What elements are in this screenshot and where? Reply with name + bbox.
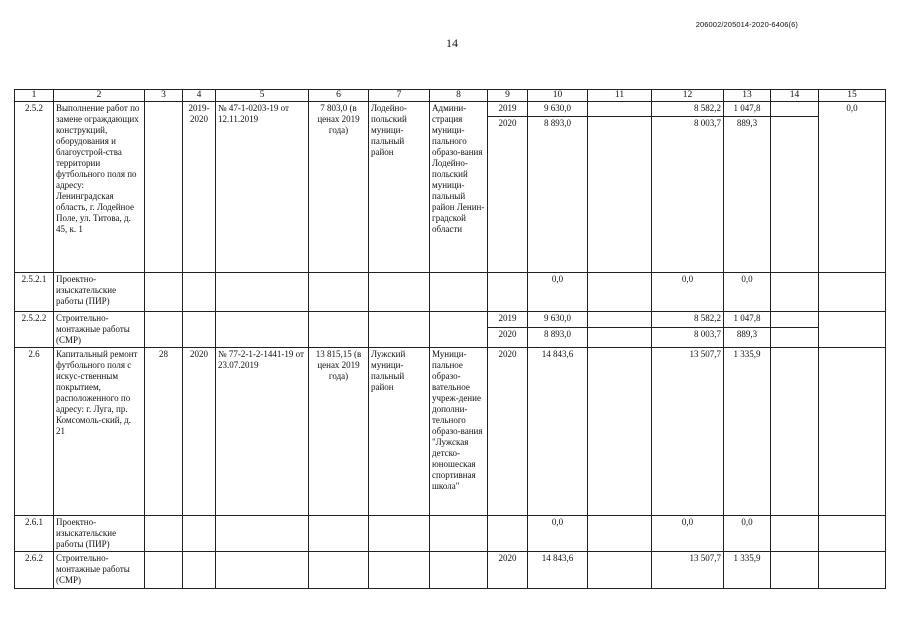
value-col-12: 13 507,7 xyxy=(652,348,724,516)
cell-5 xyxy=(216,312,309,348)
value-col-13: 1 047,8 xyxy=(724,312,771,328)
value-col-13: 1 335,9 xyxy=(724,552,771,589)
value-col-14 xyxy=(771,516,819,552)
value-col-12: 8 582,2 xyxy=(652,312,724,328)
col-number: 10 xyxy=(528,90,588,102)
value-col-14 xyxy=(771,102,819,117)
col-number: 3 xyxy=(145,90,183,102)
years: 2019-2020 xyxy=(183,102,216,273)
year-cell xyxy=(488,516,528,552)
cell-8 xyxy=(430,516,488,552)
recipient: Админи-страция муници-пального образо-вания Лодейно-польский муници-пальный район Ленин-градской области xyxy=(430,102,488,273)
cell-6 xyxy=(309,516,369,552)
value-col-10: 14 843,6 xyxy=(528,552,588,589)
value-col-13: 889,3 xyxy=(724,327,771,347)
value-col-11 xyxy=(588,327,652,347)
table-row-2-6-1 xyxy=(15,516,886,552)
value-col-13: 0,0 xyxy=(724,273,771,312)
object-name: Выполнение работ по замене ограждающих конструкций, оборудования и благоустрой-ства территории футбольного поля по адресу: Ленинградская область, г. Лодейное Поле, ул. Титова, д. 45, к. 1 xyxy=(54,102,145,273)
value-col-13: 889,3 xyxy=(724,117,771,273)
cell-4 xyxy=(183,273,216,312)
value-col-12: 0,0 xyxy=(652,273,724,312)
year-cell: 2020 xyxy=(488,117,528,273)
cell-4 xyxy=(183,312,216,348)
table-row-2-5-2-2 xyxy=(15,312,886,328)
value-col-10: 14 843,6 xyxy=(528,348,588,516)
cell-8 xyxy=(430,552,488,589)
cell-3 xyxy=(145,312,183,348)
table-row-2-5-2 xyxy=(15,102,886,117)
value-col-13: 1 335,9 xyxy=(724,348,771,516)
cell-6 xyxy=(309,552,369,589)
col-number: 15 xyxy=(819,90,886,102)
value-col-11 xyxy=(588,348,652,516)
agreement: № 77-2-1-2-1441-19 от 23.07.2019 xyxy=(216,348,309,516)
value-col-14 xyxy=(771,348,819,516)
cost: 13 815,15 (в ценах 2019 года) xyxy=(309,348,369,516)
cell-5 xyxy=(216,552,309,589)
cell-5 xyxy=(216,516,309,552)
col-number: 12 xyxy=(652,90,724,102)
value-col-10: 0,0 xyxy=(528,273,588,312)
cell-7 xyxy=(369,552,430,589)
value-col-13: 1 047,8 xyxy=(724,102,771,117)
object-name: Строительно-монтажные работы (СМР) xyxy=(54,552,145,589)
value-col-11 xyxy=(588,552,652,589)
value-col-10: 0,0 xyxy=(528,516,588,552)
value-col-12: 8 582,2 xyxy=(652,102,724,117)
value-col-12: 0,0 xyxy=(652,516,724,552)
row-number: 2.5.2 xyxy=(15,102,54,273)
value-col-11 xyxy=(588,273,652,312)
value-col-10: 8 893,0 xyxy=(528,117,588,273)
cell-8 xyxy=(430,312,488,348)
cell-4 xyxy=(183,516,216,552)
value-col-15 xyxy=(819,516,886,552)
value-col-10: 9 630,0 xyxy=(528,312,588,328)
municipality: Лодейно-польский муници-пальный район xyxy=(369,102,430,273)
year-cell: 2019 xyxy=(488,102,528,117)
cost: 7 803,0 (в ценах 2019 года) xyxy=(309,102,369,273)
value-col-15: 0,0 xyxy=(819,102,886,273)
col-number: 5 xyxy=(216,90,309,102)
year-cell xyxy=(488,273,528,312)
cell-3 xyxy=(145,552,183,589)
value-col-15 xyxy=(819,312,886,348)
col-number: 2 xyxy=(54,90,145,102)
value-col-10: 9 630,0 xyxy=(528,102,588,117)
value-col-14 xyxy=(771,312,819,328)
row-number: 2.6.1 xyxy=(15,516,54,552)
value-col-12: 8 003,7 xyxy=(652,117,724,273)
cell-4 xyxy=(183,552,216,589)
table-row-2-6-2 xyxy=(15,552,886,589)
row-number: 2.5.2.1 xyxy=(15,273,54,312)
row-number: 2.6.2 xyxy=(15,552,54,589)
year-cell: 2019 xyxy=(488,312,528,328)
years: 2020 xyxy=(183,348,216,516)
page-number: 14 xyxy=(446,36,458,50)
data-table xyxy=(14,89,886,589)
year-cell: 2020 xyxy=(488,552,528,589)
value-col-11 xyxy=(588,117,652,273)
col-number: 8 xyxy=(430,90,488,102)
col-number: 7 xyxy=(369,90,430,102)
value-col-12: 8 003,7 xyxy=(652,327,724,347)
cell-7 xyxy=(369,516,430,552)
table-row-2-5-2-1 xyxy=(15,273,886,312)
row-number: 2.6 xyxy=(15,348,54,516)
col-number: 13 xyxy=(724,90,771,102)
year-cell: 2020 xyxy=(488,348,528,516)
cell-5 xyxy=(216,273,309,312)
cell-6 xyxy=(309,312,369,348)
cell-7 xyxy=(369,312,430,348)
cell-3: 28 xyxy=(145,348,183,516)
col-number: 1 xyxy=(15,90,54,102)
value-col-14 xyxy=(771,117,819,273)
object-name: Капитальный ремонт футбольного поля с искус-ственным покрытием, расположенного по адресу: г. Луга, пр. Комсомоль-ский, д. 21 xyxy=(54,348,145,516)
cell-3 xyxy=(145,516,183,552)
row-number: 2.5.2.2 xyxy=(15,312,54,348)
value-col-15 xyxy=(819,348,886,516)
object-name: Проектно-изыскательские работы (ПИР) xyxy=(54,273,145,312)
table-row-2-6 xyxy=(15,348,886,516)
year-cell: 2020 xyxy=(488,327,528,347)
cell-6 xyxy=(309,273,369,312)
col-number: 6 xyxy=(309,90,369,102)
object-name: Строительно-монтажные работы (СМР) xyxy=(54,312,145,348)
cell-3 xyxy=(145,273,183,312)
value-col-10: 8 893,0 xyxy=(528,327,588,347)
municipality: Лужский муници-пальный район xyxy=(369,348,430,516)
document-code: 206002/205014-2020-6406(6) xyxy=(695,20,798,29)
value-col-15 xyxy=(819,273,886,312)
value-col-15 xyxy=(819,552,886,589)
value-col-14 xyxy=(771,552,819,589)
value-col-14 xyxy=(771,273,819,312)
col-number: 4 xyxy=(183,90,216,102)
cell-3 xyxy=(145,102,183,273)
value-col-11 xyxy=(588,102,652,117)
recipient: Муници-пальное образо-вательное учреж-дение дополни-тельного образо-вания "Лужская детско-юношеская спортивная школа" xyxy=(430,348,488,516)
value-col-12: 13 507,7 xyxy=(652,552,724,589)
column-number-row xyxy=(15,90,886,102)
agreement: № 47-1-0203-19 от 12.11.2019 xyxy=(216,102,309,273)
col-number: 14 xyxy=(771,90,819,102)
cell-7 xyxy=(369,273,430,312)
value-col-13: 0,0 xyxy=(724,516,771,552)
object-name: Проектно-изыскательские работы (ПИР) xyxy=(54,516,145,552)
cell-8 xyxy=(430,273,488,312)
value-col-11 xyxy=(588,516,652,552)
value-col-14 xyxy=(771,327,819,347)
col-number: 9 xyxy=(488,90,528,102)
col-number: 11 xyxy=(588,90,652,102)
value-col-11 xyxy=(588,312,652,328)
